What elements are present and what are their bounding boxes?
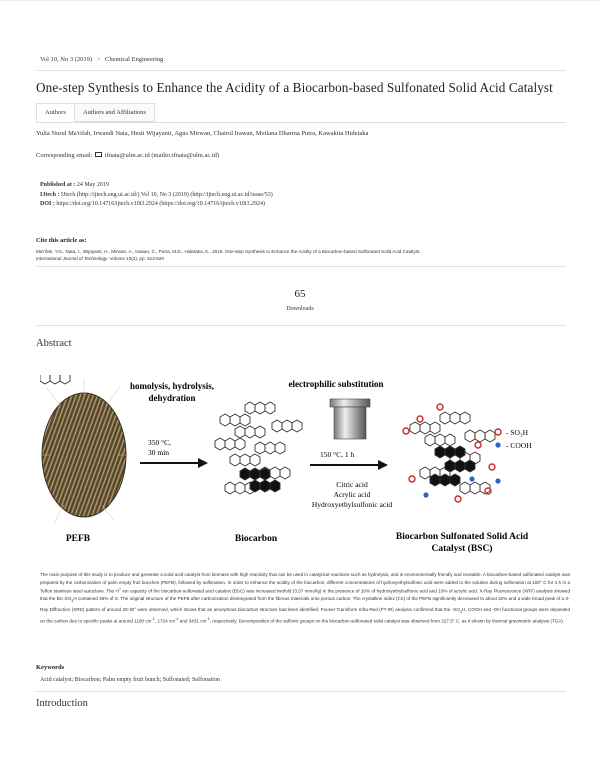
arrow-1-icon	[140, 458, 208, 468]
email-link[interactable]: ifnata@ulm.ac.id (mailto:ifnata@ulm.ac.id)	[104, 152, 220, 159]
legend-so3h: - SO₃H	[506, 428, 528, 437]
ijtech-label: IJtech :	[40, 191, 60, 198]
breadcrumb	[40, 56, 166, 63]
graphical-abstract	[40, 375, 570, 570]
author-list: Yulia Nurul Ma'rifah, Irwandi Nata, Hesti Wijayanti, Agus Mirwan, Chairul Irawan, Meilana Dharma Putra, Kawakita Hidetaka	[36, 130, 369, 137]
reagent-citric: Citric acid	[336, 480, 368, 489]
citation-text	[36, 248, 576, 262]
cond2-label: 150 °C, 1 h	[320, 450, 355, 459]
doi-label: DOI :	[40, 201, 55, 207]
published-label: Published at :	[40, 182, 76, 188]
divider	[36, 266, 566, 267]
autoclave-icon	[330, 399, 370, 439]
arrow-2-icon	[310, 460, 388, 470]
citation-body: Ma'rifah, Y.N., Nata, I., Wijayanti, H., Mirwan, A., Irawan, C., Putra, M.D., Hidetaka, K., 2019. One-step Synthesis to Enhance the Acidity of a Biocarbon-based Sulfonated Solid Acid Catalyst.	[36, 249, 421, 254]
abstract-part: , respectively. Decomposition of the sulfonic groups on the biocarbon-sulfonated solid catalyst was observed from 227.5° C, as it shown by thermal gravimetric analysis (TGA).	[209, 618, 565, 624]
abstract-part: The main purpose of this study is to produce and generate a solid acid catalyst from biomass with high reactivity that can be used in catalytical reactions such as hydrolysis, and is environmentally friendly and reusable. A biocarbon-based sulfonated catalyst was prepared by the carbonization of palm empty fruit bunches (PEFB), followed by sulfonation. In order to enhance the acidity of the biocarbon, different concentrations of hydroxyethylsulfonic acid were added to the solution during sulfonation at 180° C for 4 h in a Teflon stainless steel autoclave. The H	[40, 572, 570, 594]
step2-label: electrophilic substitution	[288, 379, 384, 389]
keywords-heading: Keywords	[36, 664, 65, 671]
citation-journal: International Journal of Technology.	[36, 256, 109, 262]
caption-bsc-line2: Catalyst (BSC)	[431, 544, 493, 554]
ijtech-link[interactable]: IJtech (http://ijtech.eng.ui.ac.id/) Vol 10, No 3 (2019) (http://ijtech.eng.ui.ac.id/issue/53)	[61, 191, 273, 198]
abstract-sup: +	[118, 587, 122, 592]
legend-so3h-marker	[495, 429, 501, 435]
step1-label-line1: homolysis, hydrolysis,	[129, 381, 215, 391]
caption-bsc-line1: Biocarbon Sulfonated Solid Acid	[395, 532, 529, 542]
top-border	[0, 0, 600, 1]
abstract-sup: -1	[151, 617, 155, 622]
article-meta	[40, 181, 273, 210]
corresponding-email	[36, 152, 219, 159]
reagent-hes: Hydroxyethylsulfonic acid	[311, 500, 393, 509]
legend-cooh: - COOH	[506, 441, 532, 450]
abstract-part: and 3431 cm	[178, 618, 207, 624]
abstract-sub: 3	[71, 599, 74, 604]
abstract-sub: 3	[459, 609, 463, 614]
tab-authors-affiliations[interactable]: Authors and Affiliations	[75, 103, 155, 122]
reagent-acrylic: Acrylic acid	[333, 490, 371, 499]
breadcrumb-section-link[interactable]: Chemical Engineering	[104, 56, 164, 63]
legend	[495, 428, 532, 450]
divider	[36, 325, 566, 326]
bsc-structure	[410, 412, 495, 494]
caption-pefb: PEFB	[65, 534, 91, 544]
page-title: One-step Synthesis to Enhance the Acidity of a Biocarbon-based Sulfonated Solid Acid Catalyst	[36, 80, 553, 95]
abstract-part: , 1724 cm	[154, 618, 176, 624]
abstract-heading: Abstract	[36, 338, 72, 349]
email-label: Corresponding email:	[36, 152, 93, 159]
divider	[36, 70, 566, 71]
tab-authors[interactable]: Authors	[36, 103, 75, 122]
breadcrumb-issue-link[interactable]: Vol 10, No 3 (2019)	[40, 56, 93, 63]
published-date: 24 May 2019	[76, 182, 109, 188]
citation-volume: Volume 10(3), pp. 512-520	[108, 256, 164, 262]
pefb-image	[40, 379, 128, 523]
abstract-sup: -1	[175, 617, 179, 622]
graphical-abstract-svg	[40, 375, 570, 570]
downloads-label: Downloads	[286, 306, 314, 312]
introduction-heading: Introduction	[36, 698, 88, 709]
abstract-text	[40, 571, 570, 625]
divider	[36, 691, 566, 692]
step1-label-line2: dehydration	[148, 393, 196, 403]
abstract-part: H, COOH and -OH functional groups were deposited on the carbon due to specific peaks at around 1180 cm	[40, 606, 571, 624]
cond1-temp: 350 °C,	[148, 438, 172, 447]
abstract-part: H contained 38% of S. The original structure of the PEFB after carbonization disintegrated from the fibrous materials onto porous carbon. The crystalline index (CrI) of the PEFB significantly decreased to about 32% and a wide broad peak of a X-Ray Diffraction (XRD) pattern of around 20-30° were observed, which shows that an amorphous biocarbon structure had been identified. Fourier Transform Infra-Red (FT-IR) analysis confirmed that the -SO	[40, 596, 570, 612]
doi-link[interactable]: https://doi.org/10.14716/ijtech.v10i3.2924 (https://doi.org/10.14716/ijtech.v10i3.2924)	[56, 201, 265, 207]
keywords-text: Acid catalyst; Biocarbon; Palm empty fruit bunch; Sulfonated; Sulfonation	[40, 677, 220, 683]
caption-biocarbon: Biocarbon	[234, 534, 278, 544]
author-tabs	[36, 103, 155, 122]
tab-divider	[36, 122, 566, 123]
cite-heading: Cite this article as:	[36, 237, 87, 244]
breadcrumb-separator: >	[96, 56, 101, 63]
cond1-time: 30 min	[148, 448, 170, 457]
abstract-part: ion capacity of the biocarbon-sulfonated acid catalyst (BSC) was increased twofold (3.57 mmol/g) in the presence of 10% of hydroxyethylsulfonic acid and 10% of acrylic acid. X-Ray Fluorescence (XRF) analysis showed that the BC-SO	[40, 588, 570, 602]
envelope-icon	[95, 152, 102, 157]
downloads-count: 65	[294, 288, 306, 300]
abstract-sup: -1	[206, 617, 210, 622]
legend-cooh-marker	[495, 442, 500, 447]
